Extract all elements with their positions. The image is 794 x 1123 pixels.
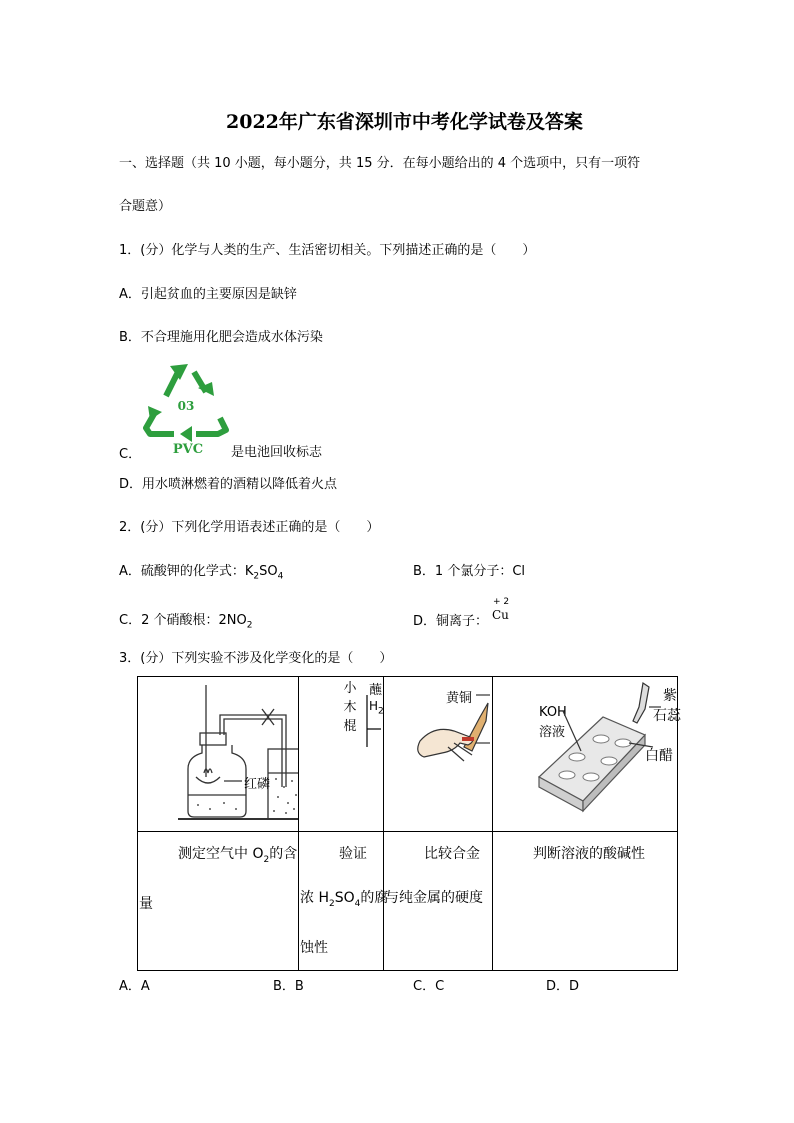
page-title: 2022年广东省深圳市中考化学试卷及答案 (226, 111, 583, 133)
caption-b-part3: 的腐 (360, 890, 389, 906)
label-stick-1: 小 (343, 681, 357, 696)
cell-c-figure (384, 677, 493, 832)
section-heading-line2: 合题意） (119, 199, 172, 214)
q2-a-sub2: 4 (277, 571, 284, 582)
label-stick (343, 679, 357, 736)
q1-option-c-suffix: 是电池回收标志 (231, 445, 323, 460)
q2-option-c (119, 609, 252, 631)
red-phosphorus-apparatus-icon (138, 677, 298, 827)
label-h: H (369, 699, 379, 713)
experiment-table (137, 676, 681, 971)
caption-a-line1 (138, 832, 298, 882)
q2-a-mid: SO (259, 564, 278, 579)
label-stick-3: 棍 (343, 719, 357, 734)
cell-c-caption (384, 832, 493, 971)
recycle-number: 03 (177, 399, 195, 413)
caption-a-line2: 量 (139, 895, 153, 912)
q1-option-a: A．引起贫血的主要原因是缺锌 (119, 287, 297, 302)
label-vinegar: 白醋 (645, 748, 673, 764)
caption-b-line3: 蚀性 (300, 939, 328, 956)
section-heading-line1: 一、选择题（共 10 小题，每小题分，共 15 分．在每小题给出的 4 个选项中，只有一项符 (119, 156, 641, 171)
caption-b-line1: 验证 (339, 846, 367, 862)
caption-a-part1: 测定空气中 O (178, 846, 264, 862)
caption-b-sub2: 4 (354, 898, 361, 909)
q3-stem: 3．(分）下列实验不涉及化学变化的是（ ） (119, 651, 393, 666)
recycle-pvc-icon (140, 360, 232, 456)
q3-option-a: A．A (119, 979, 150, 994)
cell-a-figure (138, 677, 299, 832)
label-dip: 蘸 (369, 683, 383, 698)
q2-d-symbol: Cu (492, 608, 509, 622)
q2-stem: 2．(分）下列化学用语表述正确的是（ ） (119, 520, 380, 535)
label-solution: 溶液 (539, 725, 566, 740)
q2-a-text: A．硫酸钾的化学式：K (119, 564, 254, 579)
label-stick-2: 木 (343, 700, 357, 715)
q3-option-d: D．D (546, 979, 580, 994)
caption-b-part1: 浓 H (300, 890, 329, 906)
caption-a-sub: 2 (263, 854, 270, 865)
q3-option-c: C．C (413, 979, 445, 994)
bracket-icon (365, 695, 383, 751)
cell-a-caption (138, 832, 299, 971)
label-h-sub: 2 (378, 706, 384, 717)
q1-option-b: B．不合理施用化肥会造成水体污染 (119, 330, 323, 345)
q2-c-text: C．2 个硝酸根：2NO (119, 613, 247, 628)
q2-option-a (119, 560, 283, 582)
q2-c-sub: 2 (246, 620, 253, 631)
caption-a-part2: 的含 (269, 846, 298, 862)
q2-option-d: D．铜离子： (413, 614, 489, 629)
q3-option-b: B．B (273, 979, 304, 994)
q2-d-charge: + 2 (493, 597, 510, 607)
caption-c-line1: 比较合金 (424, 846, 480, 862)
caption-d-line1: 判断溶液的酸碱性 (533, 846, 645, 862)
q1-option-d: D．用水喷淋燃着的酒精以降低着火点 (119, 477, 338, 492)
recycle-pvc-text: PVC (172, 442, 204, 456)
q1-option-c-prefix: C． (119, 447, 142, 462)
label-purple: 紫 (663, 688, 677, 704)
cell-d-caption (493, 832, 678, 971)
label-brass: 黄铜 (446, 691, 473, 706)
cell-b-figure (299, 677, 384, 832)
caption-b-line2 (299, 876, 389, 926)
caption-b-part2: SO (334, 890, 355, 906)
hand-scratching-icon (384, 677, 492, 777)
caption-b-sub1: 2 (328, 898, 335, 909)
label-litmus: 石蕊 (653, 708, 681, 724)
cell-b-caption (299, 832, 389, 971)
cell-d-figure (493, 677, 681, 832)
q2-option-b: B．1 个氯分子：Cl (413, 564, 526, 579)
q2-a-sub1: 2 (253, 571, 260, 582)
caption-c-line2: 与纯金属的硬度 (385, 890, 483, 906)
spot-plate-icon (533, 677, 673, 817)
label-koh: KOH (539, 705, 567, 720)
q1-stem: 1．(分）化学与人类的生产、生活密切相关。下列描述正确的是（ ） (119, 243, 536, 258)
label-red-phosphorus: 红磷 (244, 777, 271, 792)
